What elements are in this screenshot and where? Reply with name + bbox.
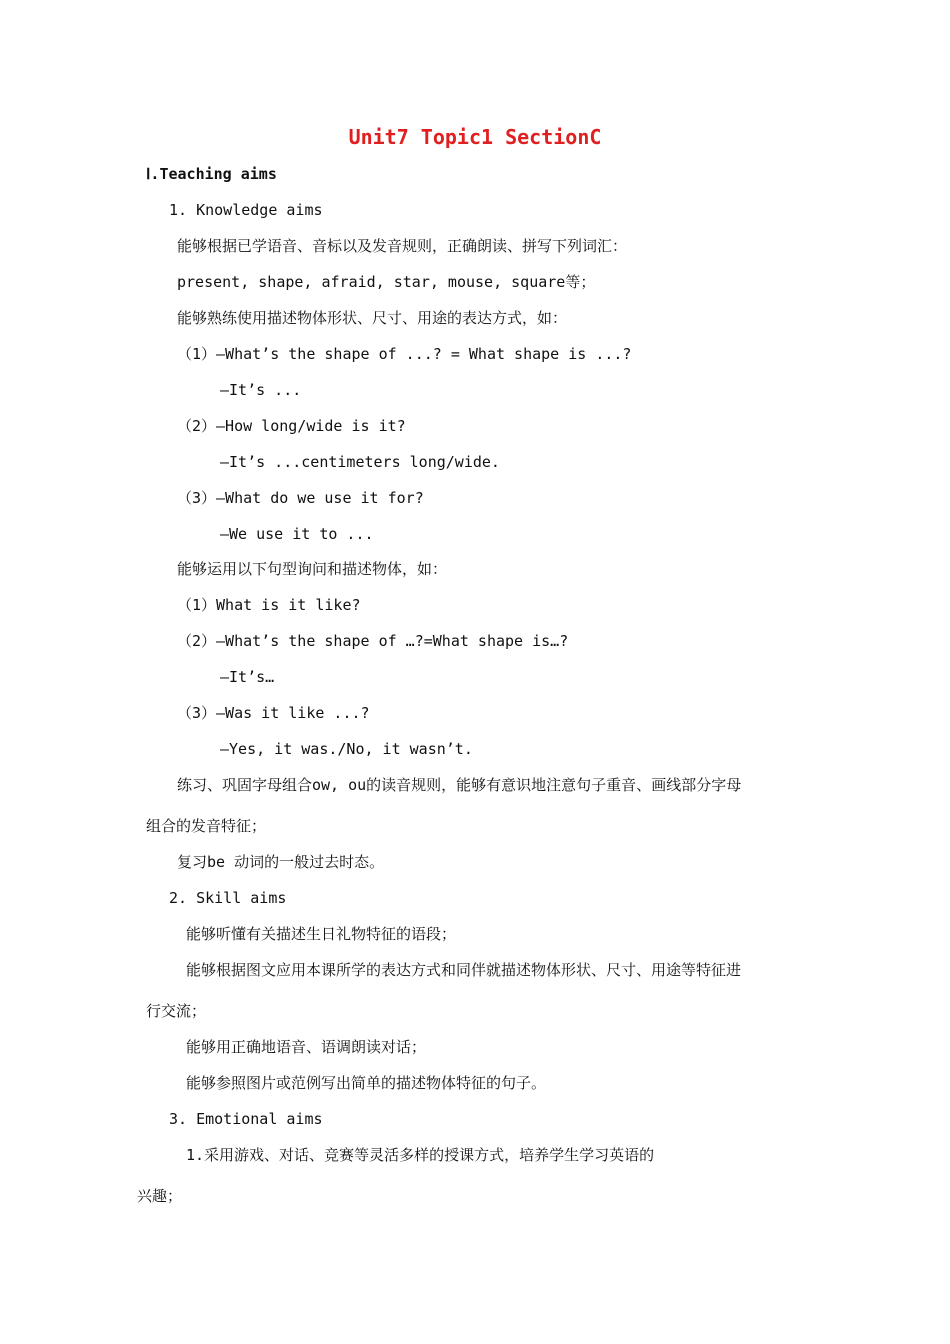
example-sentence: —It’s ...centimeters long/wide. bbox=[220, 453, 500, 471]
example-sentence: （2）—What’s the shape of …?=What shape is…? bbox=[177, 632, 569, 650]
skill-aims-heading: 2. Skill aims bbox=[169, 889, 287, 907]
knowledge-aim-item: 能够运用以下句型询问和描述物体，如： bbox=[177, 560, 448, 578]
knowledge-aim-item: 能够熟练使用描述物体形状、尺寸、用途的表达方式，如： bbox=[177, 309, 568, 327]
section-heading-teaching-aims: Ⅰ.Teaching aims bbox=[146, 165, 277, 183]
emotional-aim-item: 1.采用游戏、对话、竞赛等灵活多样的授课方式，培养学生学习英语的 bbox=[186, 1146, 655, 1164]
emotional-aims-heading: 3. Emotional aims bbox=[169, 1110, 323, 1128]
knowledge-aim-item: 复习be 动词的一般过去时态。 bbox=[177, 853, 385, 871]
document-title: Unit7 Topic1 SectionC bbox=[348, 125, 602, 149]
example-sentence: （1）—What’s the shape of ...? = What shape is ...? bbox=[177, 345, 632, 363]
example-sentence: —It’s… bbox=[220, 668, 275, 686]
example-sentence: —Yes, it was./No, it wasn’t. bbox=[220, 740, 473, 758]
example-sentence: —We use it to ... bbox=[220, 525, 374, 543]
skill-aim-item: 能够听懂有关描述生日礼物特征的语段； bbox=[186, 925, 457, 943]
skill-aim-item: 能够根据图文应用本课所学的表达方式和同伴就描述物体形状、尺寸、用途等特征进 bbox=[186, 961, 742, 979]
emotional-aim-item-continued: 兴趣； bbox=[137, 1187, 183, 1205]
knowledge-aim-item: 练习、巩固字母组合ow, ou的读音规则，能够有意识地注意句子重音、画线部分字母 bbox=[177, 776, 742, 794]
knowledge-aim-vocab: present, shape, afraid, star, mouse, square等； bbox=[177, 273, 596, 291]
skill-aim-item-continued: 行交流； bbox=[146, 1002, 207, 1020]
knowledge-aim-item: 能够根据已学语音、音标以及发音规则，正确朗读、拼写下列词汇： bbox=[177, 237, 628, 255]
example-sentence: （3）—Was it like ...? bbox=[177, 704, 370, 722]
example-sentence: （3）—What do we use it for? bbox=[177, 489, 424, 507]
example-sentence: （1）What is it like? bbox=[177, 596, 361, 614]
knowledge-aims-heading: 1. Knowledge aims bbox=[169, 201, 323, 219]
knowledge-aim-item-continued: 组合的发音特征； bbox=[146, 817, 267, 835]
skill-aim-item: 能够参照图片或范例写出简单的描述物体特征的句子。 bbox=[186, 1074, 547, 1092]
example-sentence: —It’s ... bbox=[220, 381, 302, 399]
example-sentence: （2）—How long/wide is it? bbox=[177, 417, 406, 435]
skill-aim-item: 能够用正确地语音、语调朗读对话； bbox=[186, 1038, 427, 1056]
